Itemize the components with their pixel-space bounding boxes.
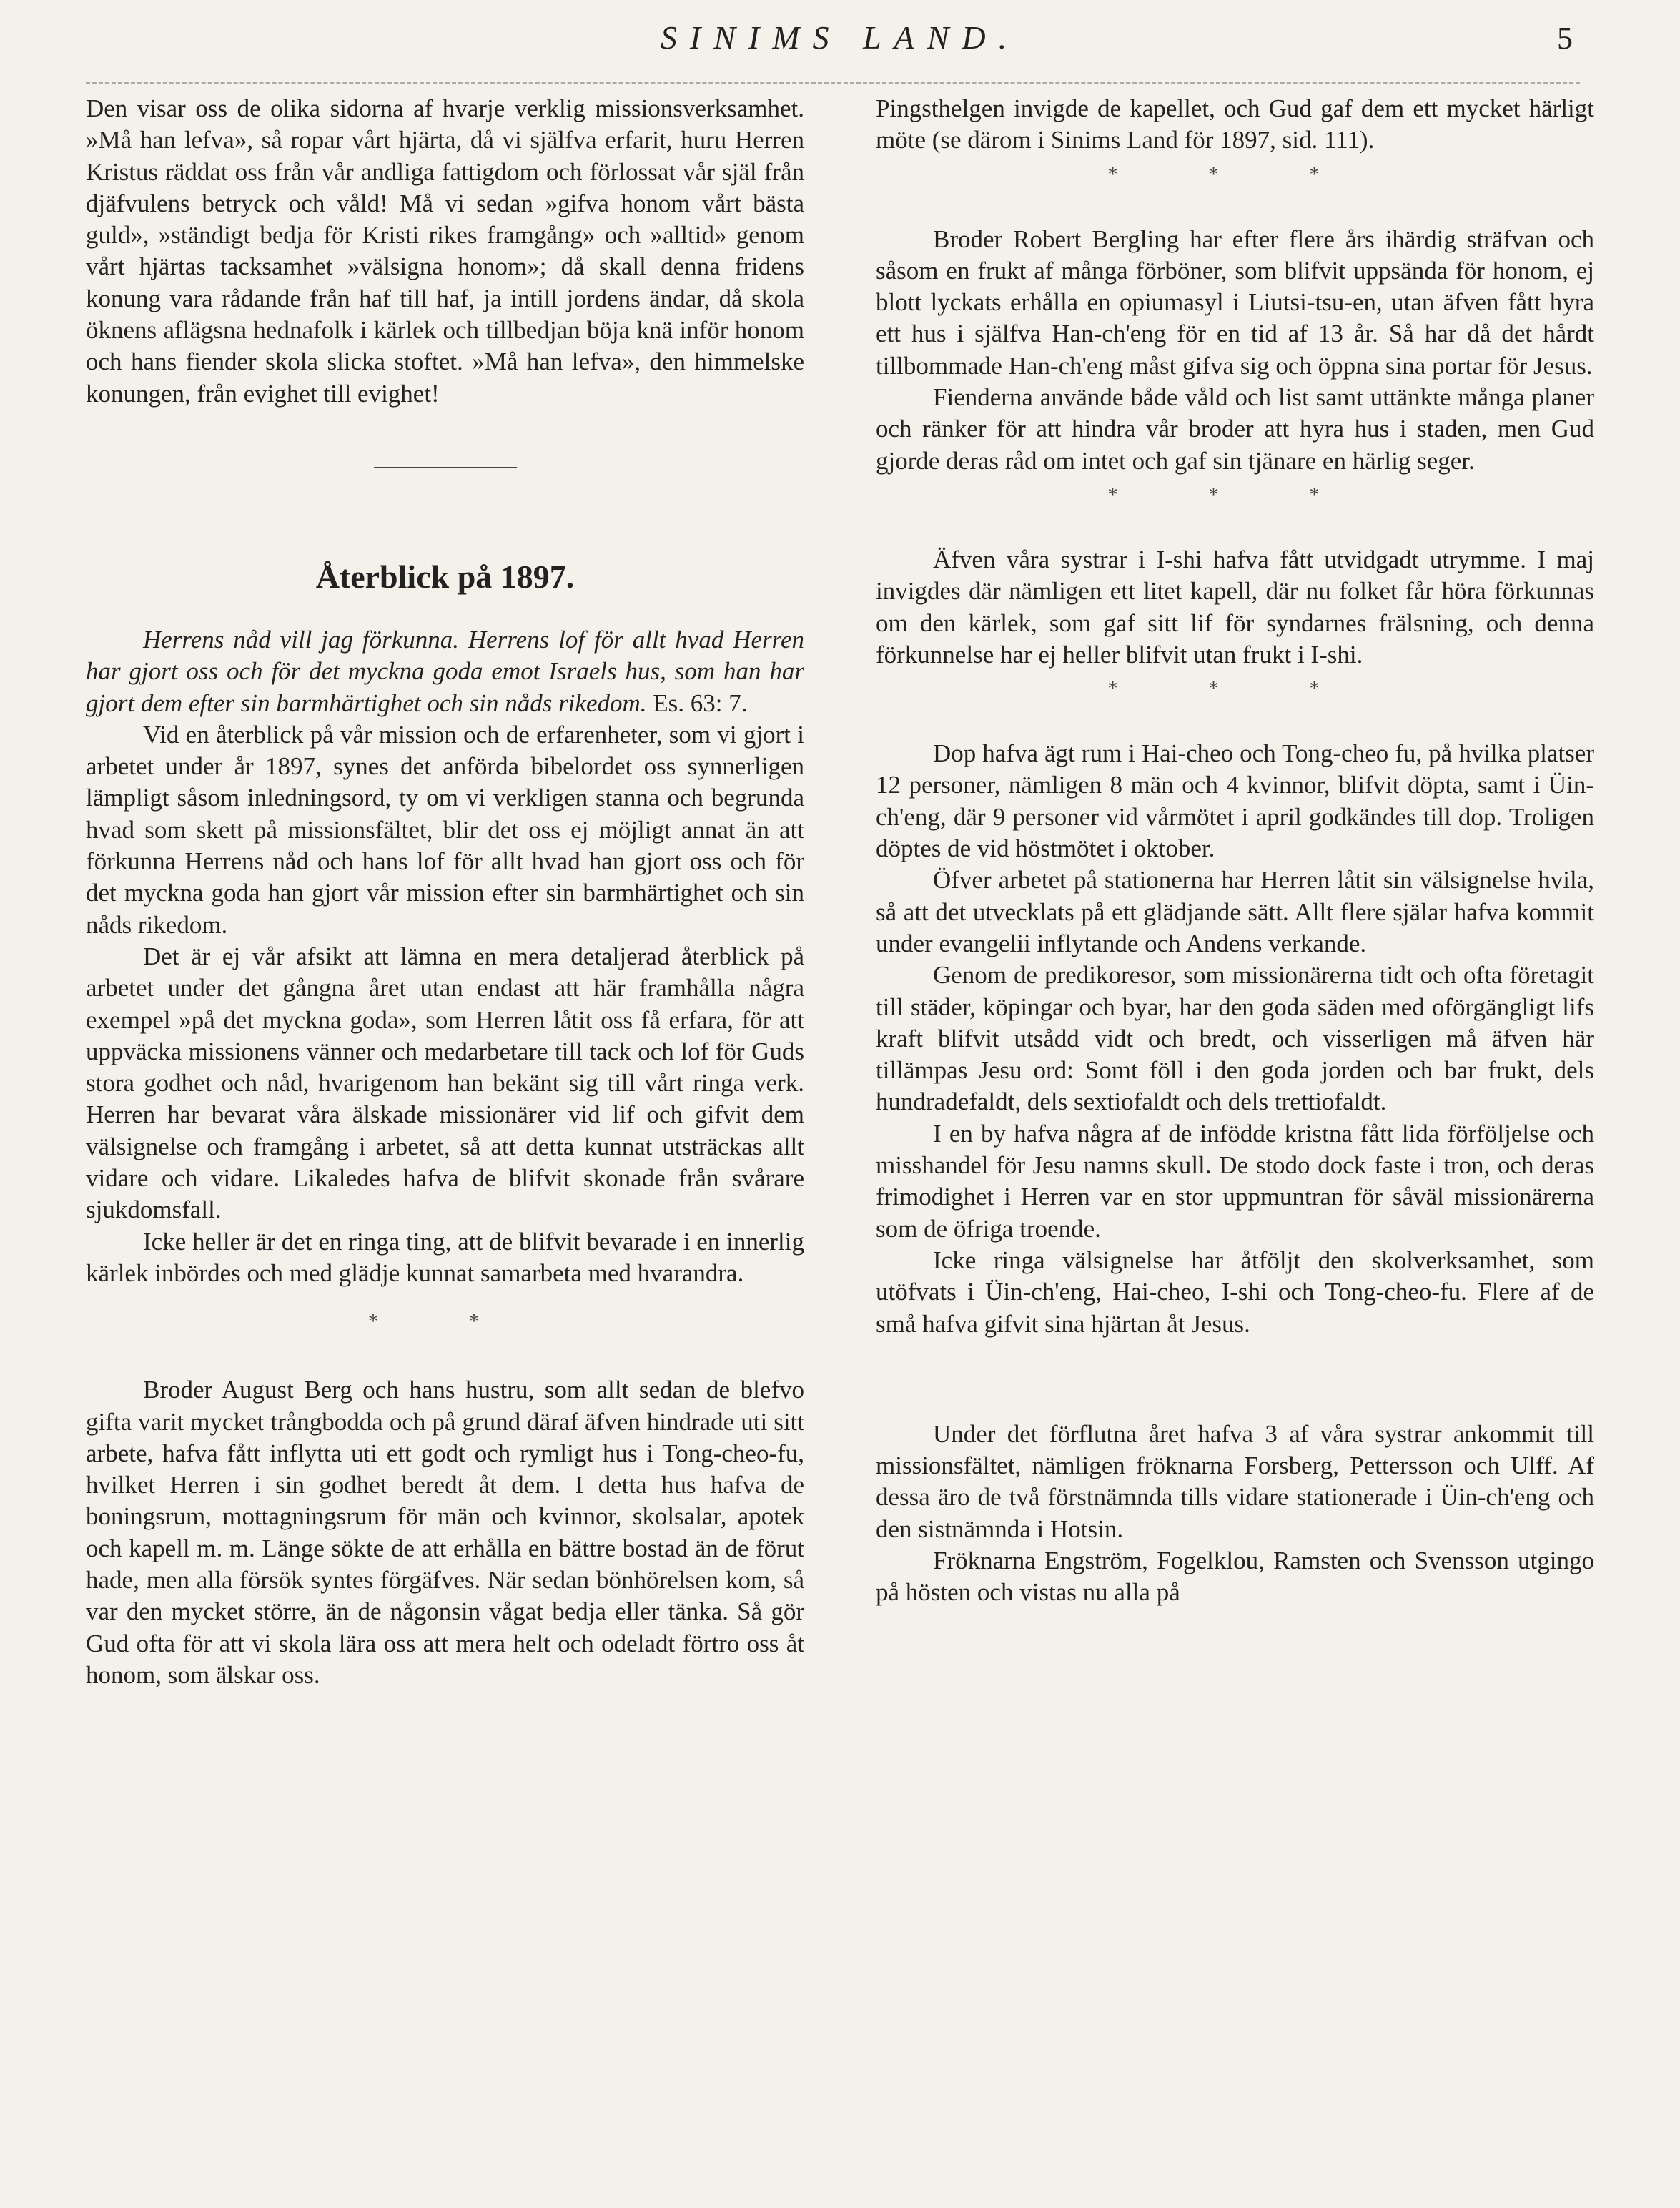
paragraph: Den visar oss de olika sidorna af hvarje verklig missionsverksamhet. »Må han lefva», så ropar vårt hjärta, då vi själfva erfarit, huru Herren Kristus räddat oss från vår andliga fattigdom och förlossat vår själ från djäfvulens betryck och våld! Må vi sedan »gifva honom vårt bästa guld», »ständigt bedja för Kristi rikes framgång» och »alltid» genom vårt hjärtas tacksamhet »välsigna honom»; då skall denna fridens konung vara rådande från haf till haf, ja intill jordens ändar, då skola öknens aflägsna hednafolk i kärlek och tillbedjan böja knä inför honom och hans fiender skola slicka stoftet. »Må han lefva», den himmelske konungen, från evighet till evighet!: [86, 94, 804, 408]
section-stars: * * *: [1107, 483, 1363, 506]
paragraph: Icke ringa välsignelse har åtföljt den skolverksamhet, som utöfvats i Üin-ch'eng, Hai-cheo, I-shi och Tong-cheo-fu. Flere af de små hafva gifvit sina hjärtan åt Jesus.: [876, 1246, 1594, 1338]
epigraph: [86, 624, 804, 719]
spacer: [86, 596, 804, 624]
spacer: [86, 468, 804, 558]
spacer: [876, 709, 1594, 738]
spacer: [876, 195, 1594, 224]
page-number: 5: [1557, 21, 1573, 56]
paragraph: Broder August Berg och hans hustru, som allt sedan de blefvo gifta varit mycket trångbodda och på grund däraf äfven hindrade uti sitt arbete, hafva fått inflytta uti ett godt och rymligt hus i Tong-cheo-fu, hvilket Herren i sin godhet beredt åt dem. I detta hus hafva de boningsrum, mottagningsrum för män och kvinnor, skolsalar, apotek och kapell m. m. Länge sökte de att erhålla en bättre bostad än de förut hade, men alla försök syntes förgäfves. När sedan bönhörelsen kom, så var den mycket större, än de någonsin vågat bedja eller tänka. Så gör Gud ofta för att vi skola lära oss att mera helt och odeladt förtro oss åt honom, som älskar oss.: [86, 1376, 804, 1689]
epigraph-reference: Es. 63: 7.: [653, 689, 748, 717]
paragraph: Icke heller är det en ringa ting, att de blifvit bevarade i en innerlig kärlek inbördes och med glädje kunnat samarbeta med hvarandra.: [86, 1227, 804, 1287]
spacer: [86, 1289, 804, 1311]
section-stars: * * *: [1107, 678, 1363, 701]
paragraph: Under det förflutna året hafva 3 af våra systrar ankommit till missionsfältet, nämligen fröknarna Forsberg, Pettersson och Ulff. Af dessa äro de två förstnämnda tills vidare stationerade i Üin-ch'eng och den sistnämnda i Hotsin.: [876, 1419, 1594, 1543]
section-stars: * *: [368, 1311, 522, 1334]
spacer: [876, 671, 1594, 678]
running-head: [0, 19, 1680, 69]
header-rule: [86, 82, 1580, 85]
spacer: [876, 477, 1594, 484]
running-title: SINIMS LAND.: [660, 19, 1020, 56]
paragraph: Äfven våra systrar i I-shi hafva fått utvidgadt utrymme. I maj invigdes där nämligen ett litet kapell, där nu folket får höra förkunnas om den kärlek, som gaf sitt lif för syndarnes frälsning, och denna förkunnelse har ej heller blifvit utan frukt i I-shi.: [876, 545, 1594, 669]
paragraph: Det är ej vår afsikt att lämna en mera detaljerad återblick på arbetet under det gångna året utan endast att här framhålla några exempel »på det myckna goda», som Herren låtit oss få erfara, för att uppväcka missionens vänner och medarbetare till tack och lof för Guds stora godhet och nåd, hvarigenom han bekänt sig till vårt ringa verk. Herren har bevarat våra älskade missionärer vid lif och gifvit dem välsignelse och framgång i arbetet, så att detta kunnat utsträckas allt vidare och vidare. Likaledes hafva de blifvit skonade från svårare sjukdomsfall.: [86, 942, 804, 1224]
paragraph: Vid en återblick på vår mission och de erfarenheter, som vi gjort i arbetet under år 1897, synes det anförda bibelordet oss synnerligen lämpligt såsom inledningsord, ty om vi verkligen stanna och begrunda hvad som skett på missionsfältet, blir det oss ej möjligt annat än att förkunna Herrens nåd och hans lof för allt hvad han gjort oss och för det myckna goda han gjort vår mission efter sin barmhärtighet och sin nåds rikedom.: [86, 720, 804, 939]
paragraph: Pingsthelgen invigde de kapellet, och Gud gaf dem ett mycket härligt möte (se därom i Sinims Land för 1897, sid. 111).: [876, 94, 1594, 154]
paragraph: Broder Robert Bergling har efter flere års ihärdig sträfvan och såsom en frukt af många förböner, som blifvit uppsända för honom, ej blott lyckats erhålla en opiumasyl i Liutsi-tsu-en, utan äfven fått hyra ett hus i själfva Han-ch'eng för en tid af 13 år. Så har då det hårdt tillbommade Han-ch'eng måst gifva sig och öppna sina portar för Jesus.: [876, 225, 1594, 380]
paragraph: Öfver arbetet på stationerna har Herren låtit sin välsignelse hvila, så att det utvecklats på ett glädjande sätt. Allt flere själar hafva kommit under evangelii inflytande och Andens verkande.: [876, 866, 1594, 957]
spacer: [876, 516, 1594, 544]
spacer: [86, 1342, 804, 1374]
paragraph: Fröknarna Engström, Fogelklou, Ramsten och Svensson utgingo på hösten och vistas nu alla på: [876, 1546, 1594, 1607]
article-heading: Återblick på 1897.: [315, 558, 575, 595]
section-stars: * * *: [1107, 163, 1363, 186]
right-column: [876, 93, 1594, 1609]
paragraph: Fienderna använde både våld och list samt uttänkte många planer och ränker för att hindra vår broder att hyra hus i staden, men Gud gjorde deras råd om intet och gaf sin tjänare en härlig seger.: [876, 383, 1594, 475]
spacer: [876, 1340, 1594, 1419]
paragraph: I en by hafva några af de infödde kristna fått lida förföljelse och misshandel för Jesu namns skull. De stodo dock faste i tron, och deras frimodighet i Herren var en stor uppmuntran för såväl missionärerna som de öfriga troende.: [876, 1119, 1594, 1243]
spacer: [876, 157, 1594, 164]
spacer: [86, 410, 804, 467]
paragraph: Genom de predikoresor, som missionärerna tidt och ofta företagit till städer, köpingar och byar, har den goda säden med oförgängligt lifs kraft blifvit utsådd vidt och bredt, och visserligen må äfven här tillämpas Jesu ord: Somt föll i den goda jorden och bar frukt, dels hundradefaldt, dels sextiofaldt och dels trettiofaldt.: [876, 961, 1594, 1116]
left-column: [86, 93, 804, 1691]
paragraph: Dop hafva ägt rum i Hai-cheo och Tong-cheo fu, på hvilka platser 12 personer, nämligen 8 män och 4 kvinnor, blifvit döpta, samt i Üin-ch'eng, där 9 personer vid vårmötet i april godkändes till dop. Troligen döptes de vid höstmötet i oktober.: [876, 739, 1594, 863]
epigraph-verse: Herrens nåd vill jag förkunna. Herrens lof för allt hvad Herren har gjort oss och för det myckna goda emot Israels hus, som han har gjort dem efter sin barmhärtighet och sin nåds rikedom.: [86, 625, 804, 717]
